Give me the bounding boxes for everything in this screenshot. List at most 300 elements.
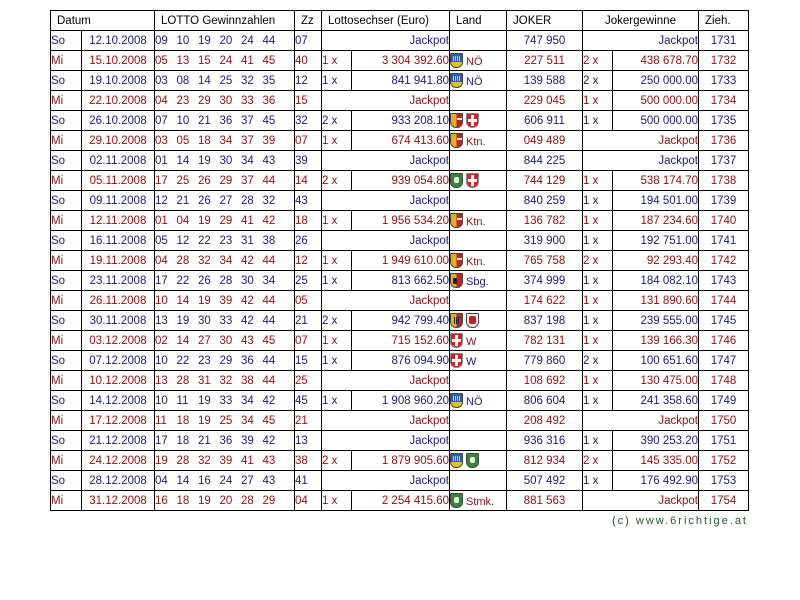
land-cell <box>450 251 507 271</box>
lotto-number: 01 <box>155 154 168 167</box>
ziehung-number-cell: 1741 <box>699 231 749 251</box>
land-cell <box>450 391 507 411</box>
lotto-numbers-cell <box>155 211 295 231</box>
land-label: Ktn. <box>466 256 486 268</box>
joker-count-cell: 1 x <box>583 191 613 211</box>
zusatzzahl-cell: 25 <box>295 371 322 391</box>
wien-crest-icon <box>466 173 479 188</box>
date-cell: 21.12.2008 <box>82 431 155 451</box>
lotto-numbers-cell <box>155 251 295 271</box>
winner-amount-cell: 1 956 534.20 <box>352 211 450 231</box>
joker-number-cell: 881 563 <box>507 491 583 511</box>
land-cell <box>450 71 507 91</box>
lotto-number: 29 <box>198 94 211 107</box>
ziehung-number-cell: 1747 <box>699 351 749 371</box>
joker-count-cell: 1 x <box>583 271 613 291</box>
zusatzzahl-cell: 12 <box>295 71 322 91</box>
lotto-number: 29 <box>219 174 233 187</box>
lotto-number: 10 <box>155 354 168 367</box>
lotto-number: 18 <box>198 134 211 147</box>
joker-number-cell: 747 950 <box>507 31 583 51</box>
date-cell: 19.11.2008 <box>82 251 155 271</box>
lotto-number: 35 <box>262 74 276 87</box>
joker-count-cell: 1 x <box>583 111 613 131</box>
lotto-number: 11 <box>155 414 167 427</box>
land-label: Sbg. <box>466 276 489 288</box>
lotto-numbers-cell <box>155 151 295 171</box>
table-row <box>51 471 749 491</box>
lotto-number: 19 <box>198 214 211 227</box>
lotto-number: 39 <box>241 434 254 447</box>
date-cell: 28.12.2008 <box>82 471 155 491</box>
land-label: Ktn. <box>466 136 486 148</box>
date-cell: 07.12.2008 <box>82 351 155 371</box>
header-land: Land <box>450 11 507 31</box>
lotto-number: 11 <box>176 394 189 407</box>
lottosechser-jackpot-cell: Jackpot <box>322 371 450 391</box>
lotto-number: 19 <box>155 454 168 467</box>
lotto-number: 30 <box>198 314 211 327</box>
joker-count-cell: 1 x <box>583 311 613 331</box>
lotto-number: 05 <box>155 234 168 247</box>
ziehung-number-cell: 1746 <box>699 331 749 351</box>
lotto-number: 34 <box>241 154 254 167</box>
lotto-number: 04 <box>155 94 168 107</box>
winner-amount-cell: 933 208.10 <box>352 111 450 131</box>
lotto-number: 39 <box>219 294 233 307</box>
kaernten-crest-icon <box>450 133 463 148</box>
weekday-cell: Mi <box>51 131 82 151</box>
lotto-number: 25 <box>176 174 190 187</box>
joker-amount-cell: 130 475.00 <box>613 371 699 391</box>
date-cell: 12.10.2008 <box>82 31 155 51</box>
table-row <box>51 451 749 471</box>
ziehung-number-cell: 1738 <box>699 171 749 191</box>
joker-number-cell: 779 860 <box>507 351 583 371</box>
lotto-number: 28 <box>241 494 254 507</box>
table-row <box>51 251 749 271</box>
land-label: NÖ <box>466 76 483 88</box>
joker-count-cell: 1 x <box>583 291 613 311</box>
winner-count-cell: 2 x <box>322 451 352 471</box>
table-row <box>51 271 749 291</box>
lotto-number: 17 <box>155 174 168 187</box>
date-cell: 05.11.2008 <box>82 171 155 191</box>
zusatzzahl-cell: 40 <box>295 51 322 71</box>
lotto-number: 44 <box>262 314 276 327</box>
lotto-number: 24 <box>241 34 254 47</box>
lotto-number: 42 <box>241 294 254 307</box>
zusatzzahl-cell: 07 <box>295 131 322 151</box>
joker-amount-cell: 500 000.00 <box>613 91 699 111</box>
header-datum: Datum <box>51 11 155 31</box>
lotto-number: 34 <box>219 254 233 267</box>
ziehung-number-cell: 1752 <box>699 451 749 471</box>
wien-crest-icon <box>466 113 479 128</box>
steiermark-crest-icon <box>466 453 479 468</box>
date-cell: 24.12.2008 <box>82 451 155 471</box>
lotto-number: 19 <box>198 294 211 307</box>
zusatzzahl-cell: 12 <box>295 251 322 271</box>
date-cell: 12.11.2008 <box>82 211 155 231</box>
lotto-number: 30 <box>219 154 233 167</box>
lottosechser-jackpot-cell: Jackpot <box>322 431 450 451</box>
lotto-numbers-cell <box>155 351 295 371</box>
joker-count-cell: 2 x <box>583 251 613 271</box>
lottosechser-jackpot-cell: Jackpot <box>322 31 450 51</box>
weekday-cell: So <box>51 471 82 491</box>
lotto-number: 34 <box>219 134 233 147</box>
lotto-number: 41 <box>241 214 254 227</box>
date-cell: 30.11.2008 <box>82 311 155 331</box>
land-label: NÖ <box>466 396 483 408</box>
zusatzzahl-cell: 04 <box>295 491 322 511</box>
lotto-number: 05 <box>176 134 190 147</box>
table-row <box>51 491 749 511</box>
table-row <box>51 411 749 431</box>
joker-number-cell: 108 692 <box>507 371 583 391</box>
lotto-number: 36 <box>262 94 276 107</box>
lotto-number: 41 <box>241 54 254 67</box>
lotto-number: 44 <box>262 374 276 387</box>
table-row <box>51 171 749 191</box>
land-cell <box>450 191 507 211</box>
lotto-number: 16 <box>198 474 211 487</box>
joker-number-cell: 229 045 <box>507 91 583 111</box>
tirol-crest-icon <box>466 313 479 328</box>
lotto-number: 10 <box>176 34 190 47</box>
lotto-numbers-cell <box>155 71 295 91</box>
date-cell: 26.10.2008 <box>82 111 155 131</box>
joker-jackpot-cell: Jackpot <box>583 411 699 431</box>
winner-amount-cell: 876 094.90 <box>352 351 450 371</box>
lotto-number: 29 <box>262 494 276 507</box>
lotto-number: 27 <box>198 334 211 347</box>
lotto-number: 28 <box>176 374 190 387</box>
table-row <box>51 311 749 331</box>
lotto-number: 02 <box>155 334 168 347</box>
lotto-number: 42 <box>262 394 276 407</box>
weekday-cell: Mi <box>51 251 82 271</box>
lotto-number: 23 <box>176 94 190 107</box>
zusatzzahl-cell: 45 <box>295 391 322 411</box>
lotto-number: 45 <box>262 54 276 67</box>
lotto-number: 37 <box>241 114 254 127</box>
joker-jackpot-cell: Jackpot <box>583 491 699 511</box>
land-cell <box>450 491 507 511</box>
lotto-numbers-cell <box>155 231 295 251</box>
lotto-number: 42 <box>262 214 276 227</box>
joker-number-cell: 227 511 <box>507 51 583 71</box>
joker-count-cell: 2 x <box>583 351 613 371</box>
lotto-number: 10 <box>176 114 190 127</box>
weekday-cell: Mi <box>51 411 82 431</box>
lotto-numbers-cell <box>155 491 295 511</box>
table-row <box>51 131 749 151</box>
lotto-number: 18 <box>176 414 190 427</box>
header-lottosechser: Lottosechser (Euro) <box>322 11 450 31</box>
land-label: W <box>466 336 477 348</box>
joker-count-cell: 1 x <box>583 331 613 351</box>
lotto-number: 21 <box>176 194 190 207</box>
date-cell: 26.11.2008 <box>82 291 155 311</box>
date-cell: 22.10.2008 <box>82 91 155 111</box>
winner-amount-cell: 1 879 905.60 <box>352 451 450 471</box>
lotto-number: 28 <box>241 194 254 207</box>
kaernten-crest-icon <box>450 213 463 228</box>
land-cell <box>450 431 507 451</box>
table-row <box>51 431 749 451</box>
lotto-numbers-cell <box>155 311 295 331</box>
header-jokergewinne: Jokergewinne <box>583 11 699 31</box>
lotto-numbers-cell <box>155 471 295 491</box>
lotto-number: 04 <box>176 214 190 227</box>
ziehung-number-cell: 1754 <box>699 491 749 511</box>
joker-number-cell: 782 131 <box>507 331 583 351</box>
zusatzzahl-cell: 25 <box>295 271 322 291</box>
lotto-number: 23 <box>219 234 233 247</box>
joker-amount-cell: 390 253.20 <box>613 431 699 451</box>
lotto-number: 04 <box>155 254 168 267</box>
lotto-numbers-cell <box>155 271 295 291</box>
winner-amount-cell: 674 413.60 <box>352 131 450 151</box>
joker-jackpot-cell: Jackpot <box>583 31 699 51</box>
lotto-number: 45 <box>262 114 276 127</box>
joker-number-cell: 208 492 <box>507 411 583 431</box>
joker-count-cell: 2 x <box>583 51 613 71</box>
lotto-number: 10 <box>155 294 168 307</box>
joker-amount-cell: 239 555.00 <box>613 311 699 331</box>
ziehung-number-cell: 1736 <box>699 131 749 151</box>
lotto-number: 45 <box>262 334 276 347</box>
winner-amount-cell: 2 254 415.60 <box>352 491 450 511</box>
lotto-number: 14 <box>176 474 190 487</box>
lotto-numbers-cell <box>155 191 295 211</box>
joker-count-cell: 1 x <box>583 91 613 111</box>
lotto-number: 30 <box>219 94 233 107</box>
winner-amount-cell: 1 908 960.20 <box>352 391 450 411</box>
lotto-number: 19 <box>198 154 211 167</box>
winner-count-cell: 2 x <box>322 311 352 331</box>
winner-count-cell: 1 x <box>322 211 352 231</box>
table-row <box>51 31 749 51</box>
joker-amount-cell: 192 751.00 <box>613 231 699 251</box>
lotto-number: 10 <box>155 394 168 407</box>
lotto-number: 33 <box>241 94 254 107</box>
land-cell <box>450 371 507 391</box>
weekday-cell: Mi <box>51 291 82 311</box>
ziehung-number-cell: 1744 <box>699 291 749 311</box>
lotto-number: 21 <box>198 434 211 447</box>
lotto-number: 38 <box>241 374 254 387</box>
lotto-number: 03 <box>155 74 168 87</box>
joker-number-cell: 174 622 <box>507 291 583 311</box>
winner-amount-cell: 939 054.80 <box>352 171 450 191</box>
date-cell: 16.11.2008 <box>82 231 155 251</box>
weekday-cell: So <box>51 231 82 251</box>
lotto-number: 09 <box>155 34 168 47</box>
lotto-number: 43 <box>262 154 276 167</box>
table-row <box>51 71 749 91</box>
joker-amount-cell: 187 234.60 <box>613 211 699 231</box>
lotto-number: 19 <box>198 414 211 427</box>
joker-number-cell: 844 225 <box>507 151 583 171</box>
lotto-numbers-cell <box>155 431 295 451</box>
joker-amount-cell: 194 501.00 <box>613 191 699 211</box>
salzburg-crest-icon <box>450 273 463 288</box>
joker-number-cell: 139 588 <box>507 71 583 91</box>
ziehung-number-cell: 1742 <box>699 251 749 271</box>
wien-crest-icon <box>450 353 463 368</box>
joker-number-cell: 936 316 <box>507 431 583 451</box>
lotto-number: 36 <box>219 434 233 447</box>
ziehung-number-cell: 1735 <box>699 111 749 131</box>
lotto-number: 34 <box>241 394 254 407</box>
weekday-cell: So <box>51 31 82 51</box>
lotto-number: 39 <box>219 454 233 467</box>
joker-count-cell: 1 x <box>583 231 613 251</box>
joker-count-cell: 1 x <box>583 431 613 451</box>
joker-number-cell: 765 758 <box>507 251 583 271</box>
joker-count-cell: 1 x <box>583 211 613 231</box>
lotto-number: 12 <box>176 234 190 247</box>
weekday-cell: Mi <box>51 491 82 511</box>
joker-amount-cell: 92 293.40 <box>613 251 699 271</box>
ziehung-number-cell: 1748 <box>699 371 749 391</box>
date-cell: 14.12.2008 <box>82 391 155 411</box>
lotto-number: 08 <box>176 74 190 87</box>
lotto-number: 42 <box>241 314 254 327</box>
ziehung-number-cell: 1751 <box>699 431 749 451</box>
lotto-numbers-cell <box>155 331 295 351</box>
joker-amount-cell: 131 890.60 <box>613 291 699 311</box>
lottosechser-jackpot-cell: Jackpot <box>322 91 450 111</box>
date-cell: 31.12.2008 <box>82 491 155 511</box>
lotto-number: 33 <box>219 314 233 327</box>
lotto-number: 18 <box>176 434 190 447</box>
winner-count-cell: 1 x <box>322 351 352 371</box>
joker-number-cell: 507 492 <box>507 471 583 491</box>
lotto-number: 14 <box>176 154 190 167</box>
land-cell <box>450 291 507 311</box>
lotto-number: 42 <box>241 254 254 267</box>
zusatzzahl-cell: 38 <box>295 451 322 471</box>
lotto-number: 45 <box>262 414 276 427</box>
zusatzzahl-cell: 39 <box>295 151 322 171</box>
lotto-number: 26 <box>198 194 211 207</box>
joker-amount-cell: 145 335.00 <box>613 451 699 471</box>
lotto-number: 19 <box>198 34 211 47</box>
lotto-number: 39 <box>262 134 276 147</box>
date-cell: 10.12.2008 <box>82 371 155 391</box>
lotto-number: 44 <box>262 354 276 367</box>
lotto-number: 37 <box>241 134 254 147</box>
winner-count-cell: 1 x <box>322 391 352 411</box>
vorarlberg-crest-icon <box>450 313 463 328</box>
lotto-number: 14 <box>198 74 211 87</box>
land-cell <box>450 271 507 291</box>
lotto-number: 05 <box>155 54 168 67</box>
lotto-numbers-cell <box>155 111 295 131</box>
lotto-numbers-cell <box>155 451 295 471</box>
lotto-number: 42 <box>262 434 276 447</box>
header-ziehung: Zieh. <box>699 11 749 31</box>
joker-count-cell: 1 x <box>583 171 613 191</box>
lotto-numbers-cell <box>155 51 295 71</box>
date-cell: 02.11.2008 <box>82 151 155 171</box>
lotto-number: 44 <box>262 254 276 267</box>
zusatzzahl-cell: 14 <box>295 171 322 191</box>
lotto-number: 43 <box>262 454 276 467</box>
zusatzzahl-cell: 07 <box>295 31 322 51</box>
lotto-number: 01 <box>155 214 168 227</box>
lotto-number: 30 <box>241 274 254 287</box>
zusatzzahl-cell: 21 <box>295 311 322 331</box>
lotto-number: 34 <box>241 414 254 427</box>
lotto-number: 36 <box>219 114 233 127</box>
winner-count-cell: 2 x <box>322 111 352 131</box>
noe-crest-icon <box>450 53 463 68</box>
lottosechser-jackpot-cell: Jackpot <box>322 151 450 171</box>
lottosechser-jackpot-cell: Jackpot <box>322 231 450 251</box>
winner-count-cell: 2 x <box>322 171 352 191</box>
ziehung-number-cell: 1733 <box>699 71 749 91</box>
land-cell <box>450 231 507 251</box>
joker-number-cell: 049 489 <box>507 131 583 151</box>
zusatzzahl-cell: 32 <box>295 111 322 131</box>
joker-amount-cell: 500 000.00 <box>613 111 699 131</box>
joker-amount-cell: 184 082.10 <box>613 271 699 291</box>
lotto-number: 43 <box>241 334 254 347</box>
joker-amount-cell: 538 174.70 <box>613 171 699 191</box>
lotto-number: 34 <box>262 274 276 287</box>
lotto-number: 24 <box>219 54 233 67</box>
zusatzzahl-cell: 18 <box>295 211 322 231</box>
land-cell <box>450 311 507 331</box>
lotto-number: 25 <box>219 414 233 427</box>
zusatzzahl-cell: 15 <box>295 351 322 371</box>
lotto-numbers-cell <box>155 291 295 311</box>
lotto-number: 44 <box>262 34 276 47</box>
steiermark-crest-icon <box>450 493 463 508</box>
lotto-number: 27 <box>241 474 254 487</box>
lotto-number: 32 <box>241 74 254 87</box>
joker-number-cell: 606 911 <box>507 111 583 131</box>
lotto-number: 29 <box>219 214 233 227</box>
ziehung-number-cell: 1753 <box>699 471 749 491</box>
table-row <box>51 191 749 211</box>
lotto-numbers-cell <box>155 411 295 431</box>
land-cell <box>450 471 507 491</box>
ziehung-number-cell: 1737 <box>699 151 749 171</box>
lottosechser-jackpot-cell: Jackpot <box>322 291 450 311</box>
joker-amount-cell: 241 358.60 <box>613 391 699 411</box>
winner-count-cell: 1 x <box>322 331 352 351</box>
lotto-numbers-cell <box>155 131 295 151</box>
header-lotto-numbers: LOTTO Gewinnzahlen <box>155 11 295 31</box>
table-row <box>51 211 749 231</box>
lotto-number: 36 <box>241 354 254 367</box>
steiermark-crest-icon <box>450 173 463 188</box>
land-cell <box>450 31 507 51</box>
joker-amount-cell: 438 678.70 <box>613 51 699 71</box>
joker-amount-cell: 176 492.90 <box>613 471 699 491</box>
weekday-cell: Mi <box>51 91 82 111</box>
table-row <box>51 331 749 351</box>
winner-count-cell: 1 x <box>322 251 352 271</box>
ziehung-number-cell: 1750 <box>699 411 749 431</box>
weekday-cell: So <box>51 191 82 211</box>
